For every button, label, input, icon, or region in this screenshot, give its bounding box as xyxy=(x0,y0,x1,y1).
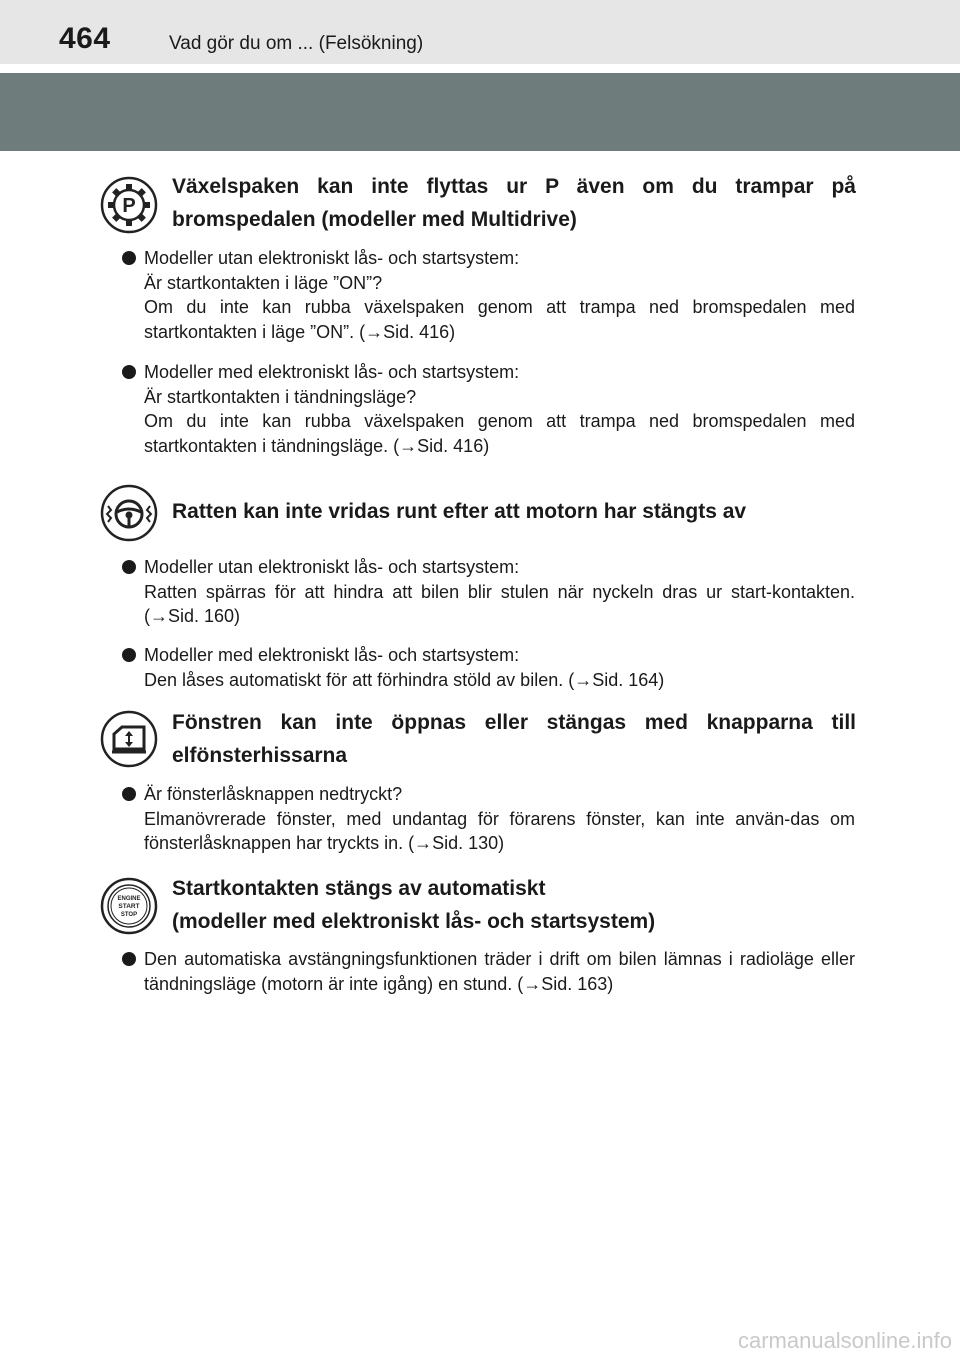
section-title-line: (modeller med elektroniskt lås- och startsystem) xyxy=(172,910,656,933)
p-gear-icon xyxy=(100,176,158,234)
header-band xyxy=(0,73,960,151)
section-title: Ratten kan inte vridas runt efter att motorn har stängts av xyxy=(172,500,747,523)
bullet-dot xyxy=(122,560,136,574)
running-title: Vad gör du om ... (Felsökning) xyxy=(169,33,424,54)
bullet-line: Om du inte kan rubba växelspaken genom att trampa ned bromspedalen med startkontakten i tändningsläge. (→Sid. 416) xyxy=(144,411,855,456)
bullet-line: Den automatiska avstängningsfunktionen träder i drift om bilen lämnas i radioläge eller tändningsläge (motorn är inte igång) en stund. (→Sid. 163) xyxy=(144,949,855,994)
section-title: Fönstren kan inte öppnas eller stängas med knapparna till elfönsterhissarna xyxy=(172,711,856,767)
bullet-line: Är startkontakten i tändningsläge? xyxy=(144,386,417,407)
bullet-line: Modeller utan elektroniskt lås- och startsystem: xyxy=(144,248,520,268)
bullet-line: Är fönsterlåsknappen nedtryckt? xyxy=(144,784,403,804)
page-number: 464 xyxy=(59,22,111,55)
bullet-line: Om du inte kan rubba växelspaken genom att trampa ned bromspedalen med startkontakten i läge ”ON”. (→Sid. 416) xyxy=(144,297,855,342)
list-item xyxy=(122,947,855,996)
list-item xyxy=(122,782,855,856)
bullet-line: Ratten spärras för att hindra att bilen blir stulen när nyckeln dras ur start-kontakten. (→Sid. 160) xyxy=(144,581,855,626)
bullet-dot xyxy=(122,787,136,801)
steering-wheel-icon xyxy=(100,484,158,542)
icon-label-start: START xyxy=(118,903,140,910)
list-item xyxy=(122,360,855,458)
header-strip xyxy=(0,0,960,64)
bullet-line: Modeller utan elektroniskt lås- och startsystem: xyxy=(144,557,520,577)
bullet-dot xyxy=(122,648,136,662)
bullet-dot xyxy=(122,251,136,265)
bullet-dot xyxy=(122,952,136,966)
icon-label-engine: ENGINE xyxy=(117,896,141,902)
bullet-line: Modeller med elektroniskt lås- och startsystem: xyxy=(144,645,520,665)
icon-label-stop: STOP xyxy=(120,912,138,918)
section-title-line: Startkontakten stängs av automatiskt xyxy=(172,877,546,900)
bullet-dot xyxy=(122,365,136,379)
bullet-line: Modeller med elektroniskt lås- och startsystem: xyxy=(144,362,520,382)
bullet-line: Är startkontakten i läge ”ON”? xyxy=(144,272,383,293)
section-title xyxy=(172,872,856,938)
engine-start-stop-icon xyxy=(100,877,158,935)
list-item xyxy=(122,555,855,629)
power-window-icon xyxy=(100,710,158,768)
list-item xyxy=(122,246,855,344)
bullet-line: Elmanövrerade fönster, med undantag för förarens fönster, kan inte använ-das om fönsterlåsknappen har tryckts in. (→Sid. 130) xyxy=(144,808,855,853)
svg-text:P: P xyxy=(122,195,136,217)
list-item xyxy=(122,643,855,692)
bullet-line: Den låses automatiskt för att förhindra stöld av bilen. (→Sid. 164) xyxy=(144,669,665,690)
section-title: Växelspaken kan inte flyttas ur P även om du trampar på bromspedalen (modeller med Multidrive) xyxy=(172,175,856,231)
watermark: carmanualsonline.info xyxy=(737,1328,952,1353)
